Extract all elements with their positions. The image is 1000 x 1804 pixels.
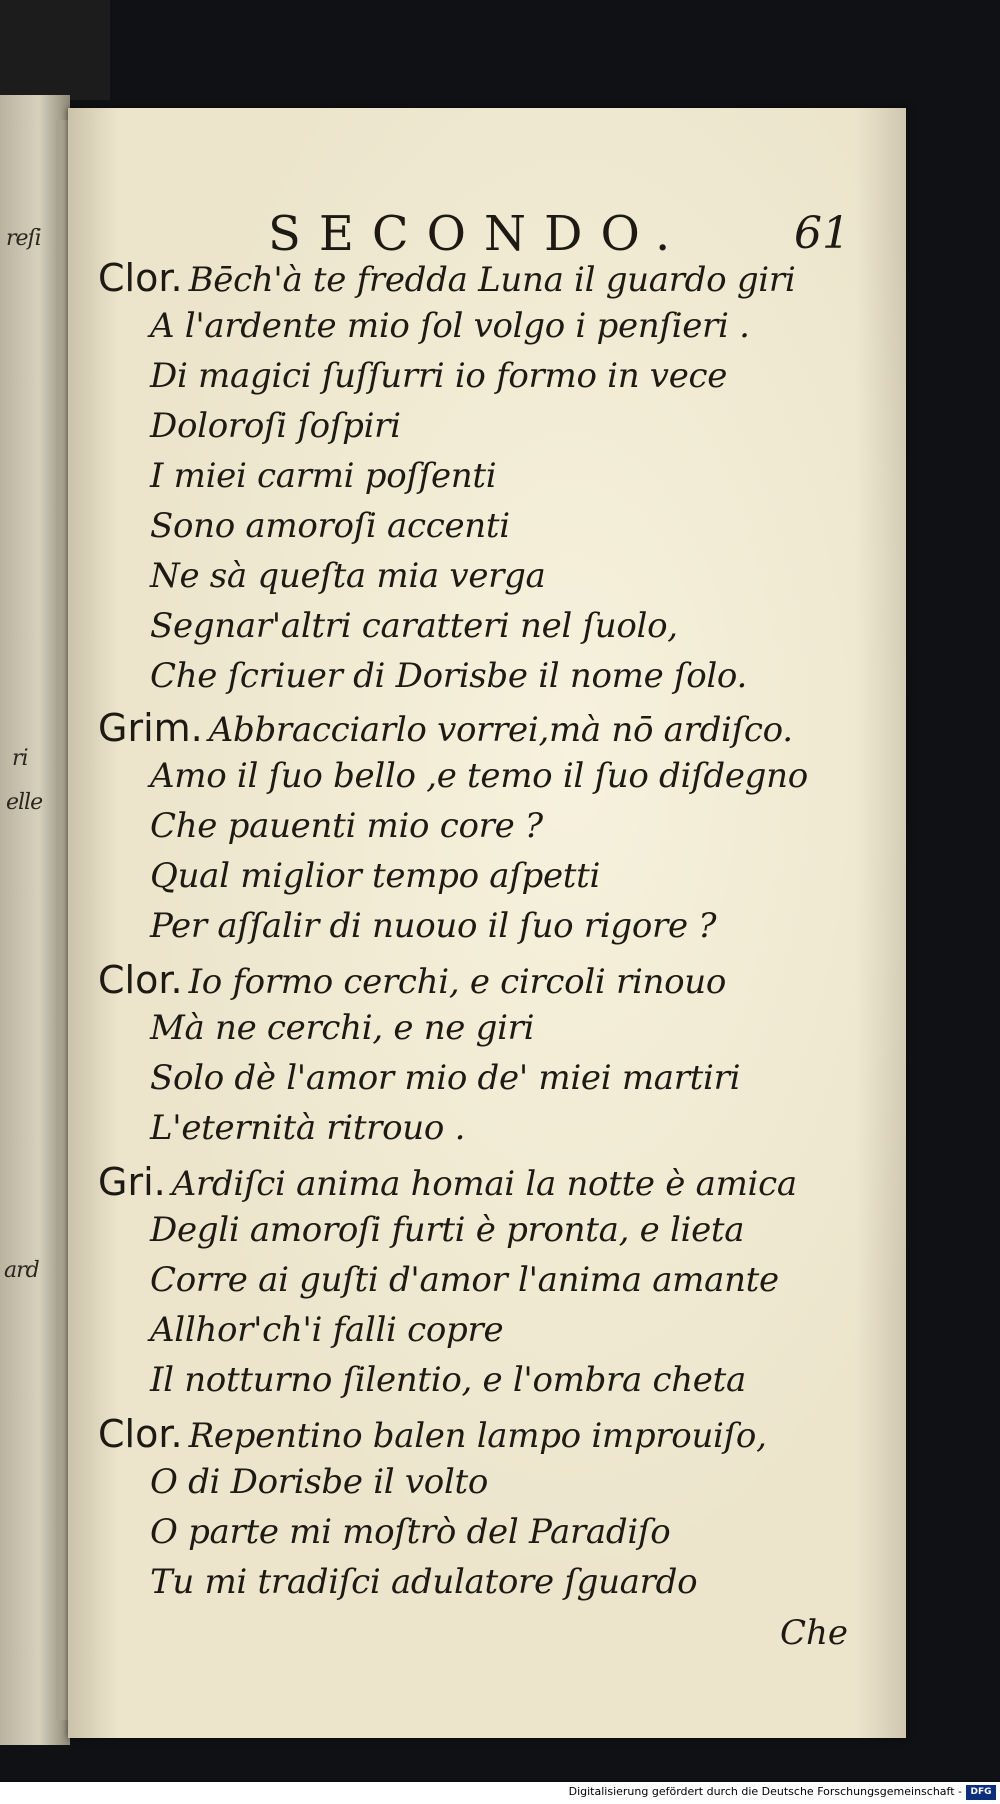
verse-line [150, 606, 678, 646]
speaker-label: Clor. [98, 256, 183, 300]
previous-page-fragment: ard [4, 1258, 39, 1283]
verse-text: Abbracciarlo vorrei,mà nō ardiſco. [208, 710, 793, 750]
verse-text: Di magici ſuſſurri io formo in vece [150, 356, 728, 396]
verse-text: A l'ardente mio ſol volgo i penſieri . [150, 306, 750, 346]
speaker-label: Grim. [98, 706, 203, 750]
previous-page-fragment: reſi [6, 226, 41, 251]
verse-line [150, 1512, 670, 1552]
verse-text: O parte mi moſtrò del Paradiſo [150, 1512, 671, 1552]
verse-line [150, 656, 747, 696]
verse-line [150, 1210, 744, 1250]
verse-text: Degli amoroſi furti è pronta, e lieta [150, 1210, 745, 1250]
verse-text: Io formo cerchi, e circoli rinouo [188, 962, 727, 1002]
verse-text: Che ſcriuer di Dorisbe il nome ſolo. [150, 656, 748, 696]
verse-text: Mà ne cerchi, e ne giri [150, 1008, 535, 1048]
verse-line [98, 1412, 767, 1456]
page-title: SECONDO. [268, 206, 689, 262]
verse-text: Qual miglior tempo aſpetti [150, 856, 601, 896]
verse-line [150, 306, 750, 346]
verse-line [150, 506, 510, 546]
verse-text: L'eternità ritrouo . [150, 1108, 466, 1148]
verse-text: I miei carmi poſſenti [150, 456, 497, 496]
page-number: 61 [794, 208, 850, 259]
verse-text: Ardiſci anima homai la notte è amica [171, 1164, 797, 1204]
verse-line [150, 1360, 746, 1400]
book-binding [0, 0, 110, 100]
verse-text: Il notturno ſilentio, e l'ombra cheta [150, 1360, 746, 1400]
verse-line [150, 1008, 534, 1048]
verse-text: Tu mi tradiſci adulatore ſguardo [150, 1562, 698, 1602]
verse-line [150, 806, 543, 846]
previous-page-fragment: ri [12, 746, 28, 771]
verse-line [150, 556, 546, 596]
verse-text: Bēch'à te fredda Luna il guardo giri [188, 260, 796, 300]
verse-line [150, 1310, 503, 1350]
verse-line [150, 356, 727, 396]
verse-text: Che pauenti mio core ? [150, 806, 543, 846]
speaker-label: Clor. [98, 958, 183, 1002]
footer-credit: Digitalisierung gefördert durch die Deutsche Forschungsgemeinschaft - [568, 1785, 962, 1798]
footer-bar [0, 1782, 1000, 1804]
verse-line [150, 1260, 779, 1300]
verse-text: Per aſſalir di nuouo il ſuo rigore ? [150, 906, 717, 946]
verse-line [98, 256, 795, 300]
verse-line [150, 1058, 740, 1098]
verse-line [150, 1562, 697, 1602]
verse-text: Repentino balen lampo improuiſo, [188, 1416, 767, 1456]
verse-line [150, 456, 496, 496]
verse-line [150, 856, 600, 896]
speaker-label: Clor. [98, 1412, 183, 1456]
verse-text: Corre ai guſti d'amor l'anima amante [150, 1260, 779, 1300]
book-page [68, 108, 906, 1738]
verse-text: Allhor'ch'i falli copre [150, 1310, 504, 1350]
verse-line [150, 906, 716, 946]
verse-text: O di Dorisbe il volto [150, 1462, 489, 1502]
verse-line [98, 1160, 797, 1204]
verse-text: Solo dè l'amor mio de' miei martiri [150, 1058, 741, 1098]
verse-line [98, 706, 793, 750]
speaker-label: Gri. [98, 1160, 166, 1204]
dfg-logo: DFG [966, 1785, 996, 1800]
verse-text: Segnar'altri caratteri nel ſuolo, [150, 606, 678, 646]
previous-page-fragment: elle [6, 790, 43, 815]
verse-line [150, 1462, 488, 1502]
verse-line [150, 756, 808, 796]
verse-text: Ne sà queſta mia verga [150, 556, 546, 596]
verse-text: Sono amoroſi accenti [150, 506, 510, 546]
verse-text: Amo il ſuo bello ,e temo il ſuo diſdegno [150, 756, 808, 796]
verse-text: Doloroſi ſoſpiri [150, 406, 401, 446]
verse-line [150, 406, 401, 446]
verse-line [150, 1108, 465, 1148]
catchword: Che [780, 1613, 849, 1653]
verse-line [98, 958, 726, 1002]
